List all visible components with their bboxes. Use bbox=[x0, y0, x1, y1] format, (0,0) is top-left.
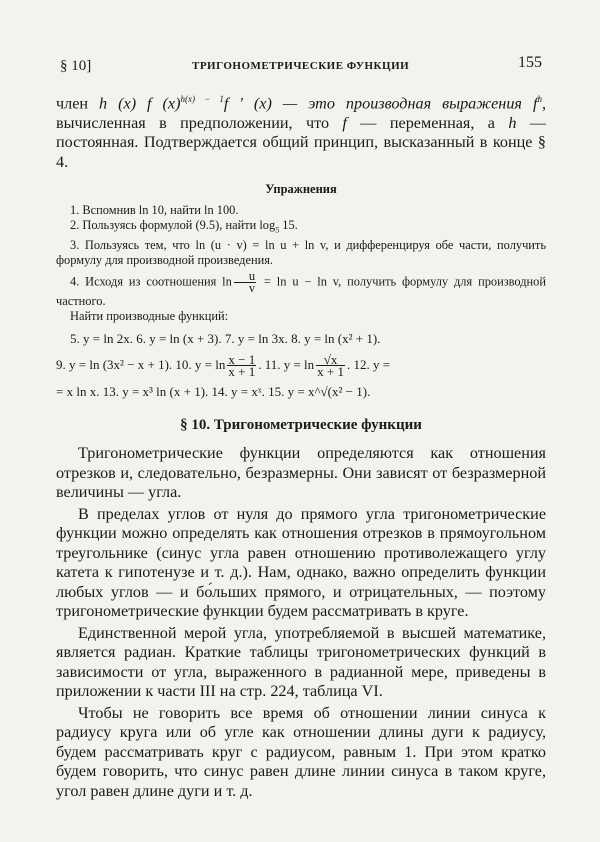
paragraph: Чтобы не говорить все время об отношении линии синуса к радиусу круга или об угле как отношении длины дуги к радиусу, будем рассматривать круг с радиусом, равным 1. При этом кратко будем говорить, что синус равен длине линии синуса в таком круге, угол равен длине дуги и т. д. bbox=[56, 703, 546, 800]
fraction-u-v: $\frac{u}{v}$ bbox=[234, 271, 256, 294]
derivatives-line-3: = x ln x. 13. y = x³ ln (x + 1). 14. y = xˣ. 15. y = x^√(x² − 1). bbox=[56, 384, 371, 400]
section-body bbox=[56, 444, 546, 801]
find-derivatives: Найти производные функций: bbox=[70, 308, 229, 323]
paragraph: Единственной мерой угла, употребляемой в высшей математике, является радиан. Краткие таблицы тригонометрических функций в зависимости от угла, выраженного в радианной мере, приведены в приложении к части III на стр. 224, таблица VI. bbox=[56, 623, 546, 701]
derivative-exercises bbox=[56, 328, 546, 404]
exercises-heading: Упражнения bbox=[265, 182, 337, 197]
exercise-3: 3. Пользуясь тем, что ln (u · v) = ln u + ln v, и дифференцируя обе части, получить формулу для производной произведения. bbox=[56, 237, 546, 267]
derivatives-line-1: 5. y = ln 2x. 6. y = ln (x + 3). 7. y = ln 3x. 8. y = ln (x² + 1). bbox=[70, 330, 381, 346]
section-title: § 10. Тригонометрические функции bbox=[180, 417, 422, 434]
intro-expression: h (x) f (x) bbox=[99, 94, 181, 113]
header-section: § 10] bbox=[60, 58, 92, 74]
exercise-2: 2. Пользуясь формулой (9.5), найти $\log_5 15$. bbox=[70, 218, 298, 235]
exercise-1: 1. Вспомнив ln 10, найти ln 100. bbox=[70, 203, 239, 218]
page-number: 155 bbox=[518, 54, 542, 71]
header-title: ТРИГОНОМЕТРИЧЕСКИЕ ФУНКЦИИ bbox=[192, 60, 410, 72]
derivatives-line-2: 9. y = ln (3x² − x + 1). 10. y = ln $\frac{x - 1}{x + 1}$ . 11. y = ln $\frac{√x}{x + 1}$ . 12. y = bbox=[56, 352, 391, 380]
page bbox=[56, 40, 546, 801]
running-header bbox=[56, 40, 546, 72]
paragraph: Тригонометрические функции определяются как отношения отрезков и, следовательно, безразмерны. Они зависят от безразмерной величины — угла. bbox=[56, 444, 546, 502]
exercise-4: 4. Исходя из соотношения ln $\frac{u}{v}$ = ln u − ln v, получить формулу для производной частного. bbox=[56, 268, 546, 308]
exercises-list bbox=[56, 203, 546, 323]
intro-paragraph: член h (x) f $(x)^{h(x) - 1}f$ ′ (x) — это производная выражения $f^h$, вычисленная в предположении, что f — переменная, а h — постоянная. Подтверждается общий принцип, высказанный в конце § 4. bbox=[56, 94, 546, 171]
paragraph: В пределах углов от нуля до прямого угла тригонометрические функции можно определять как отношения отрезков в прямоугольном треугольнике (синус угла равен отношению противолежащего углу катета к гипотенузе и т. д.). Нам, однако, важно определить функции любых углов — и бо́льших прямого, и отрицательных, — поэтому тригонометрические функции будем рассматривать в круге. bbox=[56, 504, 546, 621]
